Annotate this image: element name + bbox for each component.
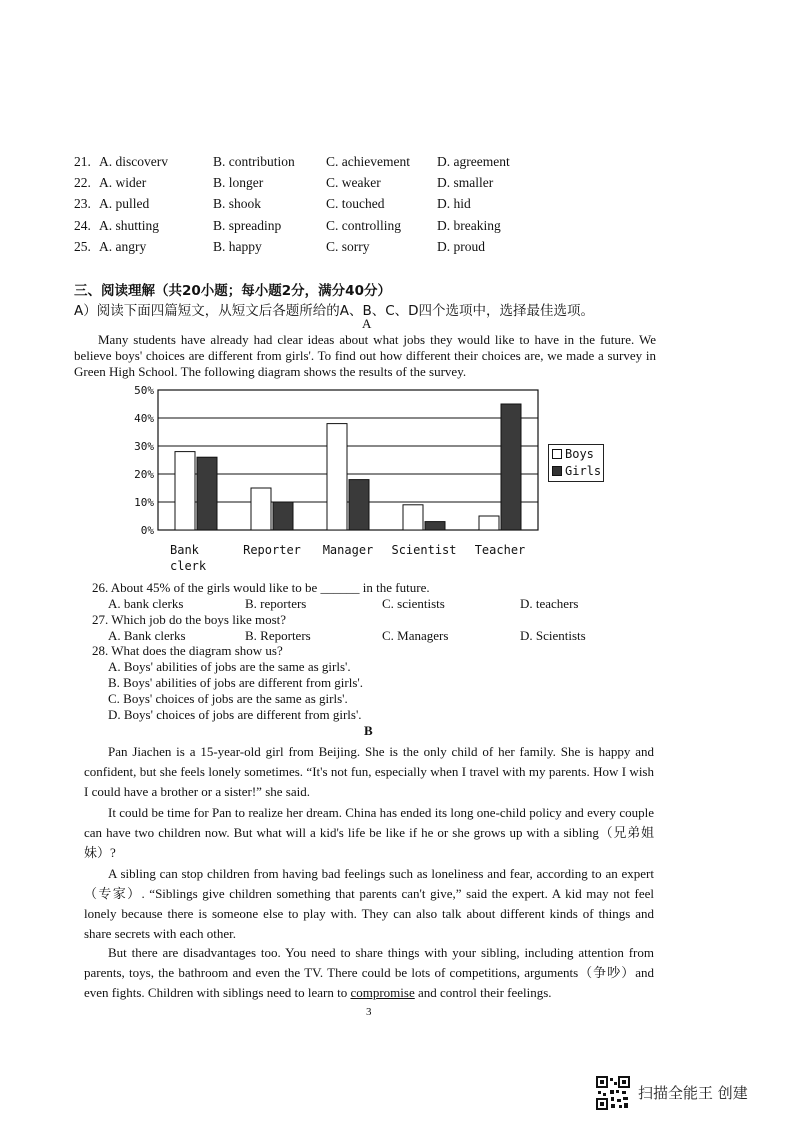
- option-b: B. shook: [213, 196, 262, 211]
- option-a: A. discoverv: [99, 154, 168, 169]
- boys-swatch-icon: [552, 449, 562, 459]
- underlined-word: compromise: [350, 985, 415, 1000]
- question-number: 24.: [74, 218, 91, 233]
- bar-boys: [175, 452, 195, 530]
- option-b: B. longer: [213, 175, 264, 190]
- chart-legend: [548, 444, 604, 482]
- option-c: C. controlling: [326, 218, 401, 233]
- bar-girls: [501, 404, 521, 530]
- q28-option-c: C. Boys' choices of jobs are the same as girls'.: [108, 691, 348, 706]
- option-c: C. touched: [326, 196, 385, 211]
- legend-item-girls: [549, 462, 603, 479]
- option-d: D. hid: [437, 196, 471, 211]
- option-d: D. proud: [437, 239, 485, 254]
- bar-boys: [403, 505, 423, 530]
- q27-option-b: B. Reporters: [245, 628, 311, 643]
- option-c: C. achievement: [326, 154, 410, 169]
- section-title: 三、阅读理解（共20小题；每小题2分，满分40分）: [74, 283, 391, 299]
- bar-girls: [273, 502, 293, 530]
- q27-option-a: A. Bank clerks: [108, 628, 186, 643]
- x-tick-label: Reporter: [243, 543, 301, 557]
- option-b: B. spreadinp: [213, 218, 282, 233]
- option-d: D. agreement: [437, 154, 510, 169]
- question-number: 21.: [74, 154, 91, 169]
- passage-b-paragraph-3: A sibling can stop children from having bad feelings such as loneliness and fear, according to an expert（专家）. “Siblings give children something that parents can't give,” said the expert. A kid may not feel lonely because there is someone else to play with. They can also talk about different kinds of things and share secrets with each other.: [84, 866, 654, 941]
- option-a: A. pulled: [99, 196, 150, 211]
- question-27: 27. Which job do the boys like most?: [92, 612, 287, 627]
- bar-girls: [425, 522, 445, 530]
- y-tick-label: 50%: [134, 384, 154, 397]
- x-tick-label: clerk: [170, 559, 207, 573]
- q26-option-a: A. bank clerks: [108, 596, 184, 611]
- y-tick-label: 40%: [134, 412, 154, 425]
- option-a: A. wider: [99, 175, 147, 190]
- passage-b-paragraph-1: Pan Jiachen is a 15-year-old girl from Beijing. She is the only child of her family. She is happy and confident, but she feels lonely sometimes. “It's not fun, especially when I travel with my parents. How I wish I could have a brother or a sister!” she said.: [84, 744, 654, 799]
- x-tick-label: Teacher: [474, 543, 526, 557]
- passage-a-label: A: [362, 316, 372, 331]
- paragraph-4-text: But there are disadvantages too. You need to share things with your sibling, including attention from parents, toys, the bathroom and even the TV. There could be lots of competitions, arguments（争吵）and even fights. Children with siblings need to learn to: [84, 945, 654, 1000]
- legend-item-boys: [549, 445, 603, 462]
- passage-b-paragraph-2: It could be time for Pan to realize her dream. China has ended its long one-child policy and every couple can have two children now. But what will a kid's life be like if he or she grows up with a sibling（兄弟姐妹）?: [84, 805, 654, 860]
- q27-option-d: D. Scientists: [520, 628, 586, 643]
- option-c: C. sorry: [326, 239, 370, 254]
- q28-option-b: B. Boys' abilities of jobs are different from girls'.: [108, 675, 364, 690]
- q28-option-a: A. Boys' abilities of jobs are the same as girls'.: [108, 659, 351, 674]
- bar-boys: [251, 488, 271, 530]
- paragraph-4-text-end: and control their feelings.: [414, 985, 552, 1000]
- question-number: 22.: [74, 175, 91, 190]
- x-tick-label: Bank: [170, 543, 199, 557]
- y-tick-label: 0%: [140, 524, 154, 537]
- option-b: B. contribution: [213, 154, 295, 169]
- option-c: C. weaker: [326, 175, 381, 190]
- bar-boys: [479, 516, 499, 530]
- passage-b-label: B: [364, 723, 373, 738]
- girls-swatch-icon: [552, 466, 562, 476]
- x-tick-label: Manager: [322, 543, 374, 557]
- scanner-watermark: 扫描全能王 创建: [638, 1084, 748, 1102]
- page-number: 3: [366, 1006, 372, 1018]
- option-a: A. shutting: [99, 218, 160, 233]
- q26-option-b: B. reporters: [245, 596, 307, 611]
- bar-boys: [327, 424, 347, 530]
- y-tick-label: 30%: [134, 440, 154, 453]
- q28-option-d: D. Boys' choices of jobs are different from girls'.: [108, 707, 362, 722]
- legend-label: Boys: [565, 446, 594, 461]
- question-26: 26. About 45% of the girls would like to be ______ in the future.: [92, 580, 430, 595]
- q27-option-c: C. Managers: [382, 628, 449, 643]
- option-d: D. smaller: [437, 175, 494, 190]
- bar-girls: [349, 480, 369, 530]
- passage-b-paragraph-4: [84, 943, 654, 1003]
- bar-girls: [197, 457, 217, 530]
- q26-option-c: C. scientists: [382, 596, 445, 611]
- passage-a-text: Many students have already had clear ideas about what jobs they would like to have in the future. We believe boys' choices are different from girls'. To find out how different their choices are, we made a survey in Green High School. The following diagram shows the results of the survey.: [74, 332, 656, 379]
- section-instruction: A）阅读下面四篇短文，从短文后各题所给的A、B、C、D四个选项中，选择最佳选项。: [74, 303, 595, 319]
- qr-code-icon: [596, 1076, 630, 1110]
- legend-label: Girls: [565, 463, 602, 478]
- q26-option-d: D. teachers: [520, 596, 579, 611]
- question-number: 23.: [74, 196, 91, 211]
- question-28: 28. What does the diagram show us?: [92, 643, 283, 658]
- option-b: B. happy: [213, 239, 262, 254]
- y-tick-label: 10%: [134, 496, 154, 509]
- option-d: D. breaking: [437, 218, 501, 233]
- question-number: 25.: [74, 239, 91, 254]
- y-tick-label: 20%: [134, 468, 154, 481]
- x-tick-label: Scientist: [391, 543, 457, 557]
- option-a: A. angry: [99, 239, 147, 254]
